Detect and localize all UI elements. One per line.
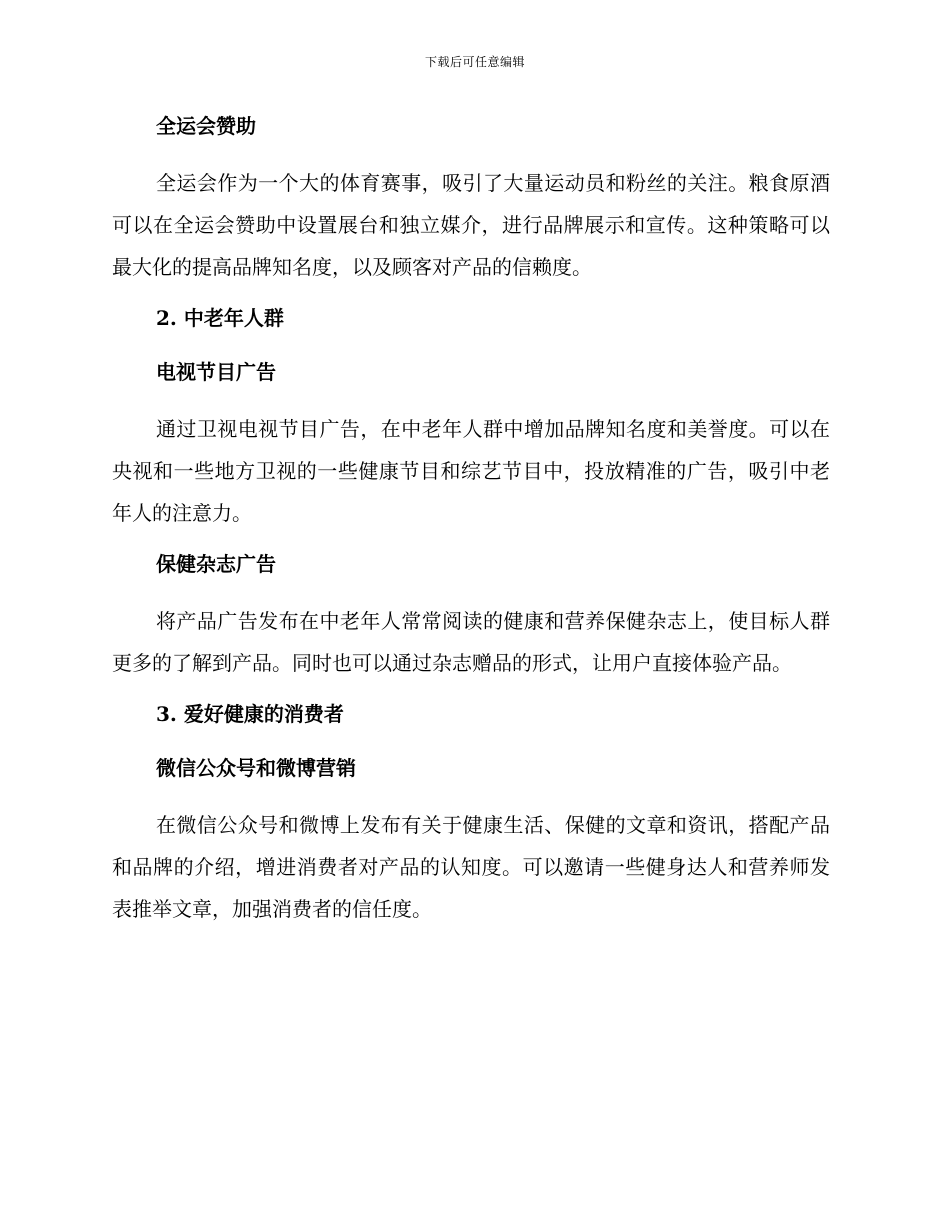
heading-health-consumers: 3. 爱好健康的消费者: [156, 702, 344, 726]
heading-health-magazine-ads: 保健杂志广告: [156, 552, 276, 576]
page-header: 下载后可任意编辑: [424, 55, 525, 69]
paragraph-tv-ads: 通过卫视电视节目广告，在中老年人群中增加品牌知名度和美誉度。可以在央视和一些地方卫视的一些健康节目和综艺节目中，投放精准的广告，吸引中老年人的注意力。: [112, 417, 830, 525]
heading-tv-program-ads: 电视节目广告: [156, 360, 276, 384]
heading-national-games-sponsorship: 全运会赞助: [156, 114, 256, 138]
document-body: [112, 108, 830, 942]
heading-wechat-weibo-marketing: 微信公众号和微博营销: [156, 756, 356, 780]
paragraph-wechat-weibo: 在微信公众号和微博上发布有关于健康生活、保健的文章和资讯，搭配产品和品牌的介绍，增进消费者对产品的认知度。可以邀请一些健身达人和营养师发表推举文章，加强消费者的信任度。: [112, 813, 830, 921]
heading-middle-aged-elderly: 2. 中老年人群: [156, 306, 284, 330]
paragraph-magazine-ads: 将产品广告发布在中老年人常常阅读的健康和营养保健杂志上，使目标人群更多的了解到产品。同时也可以通过杂志赠品的形式，让用户直接体验产品。: [112, 609, 830, 675]
paragraph-national-games: 全运会作为一个大的体育赛事，吸引了大量运动员和粉丝的关注。粮食原酒可以在全运会赞助中设置展台和独立媒介，进行品牌展示和宣传。这种策略可以最大化的提高品牌知名度，以及顾客对产品的信赖度。: [112, 171, 830, 279]
